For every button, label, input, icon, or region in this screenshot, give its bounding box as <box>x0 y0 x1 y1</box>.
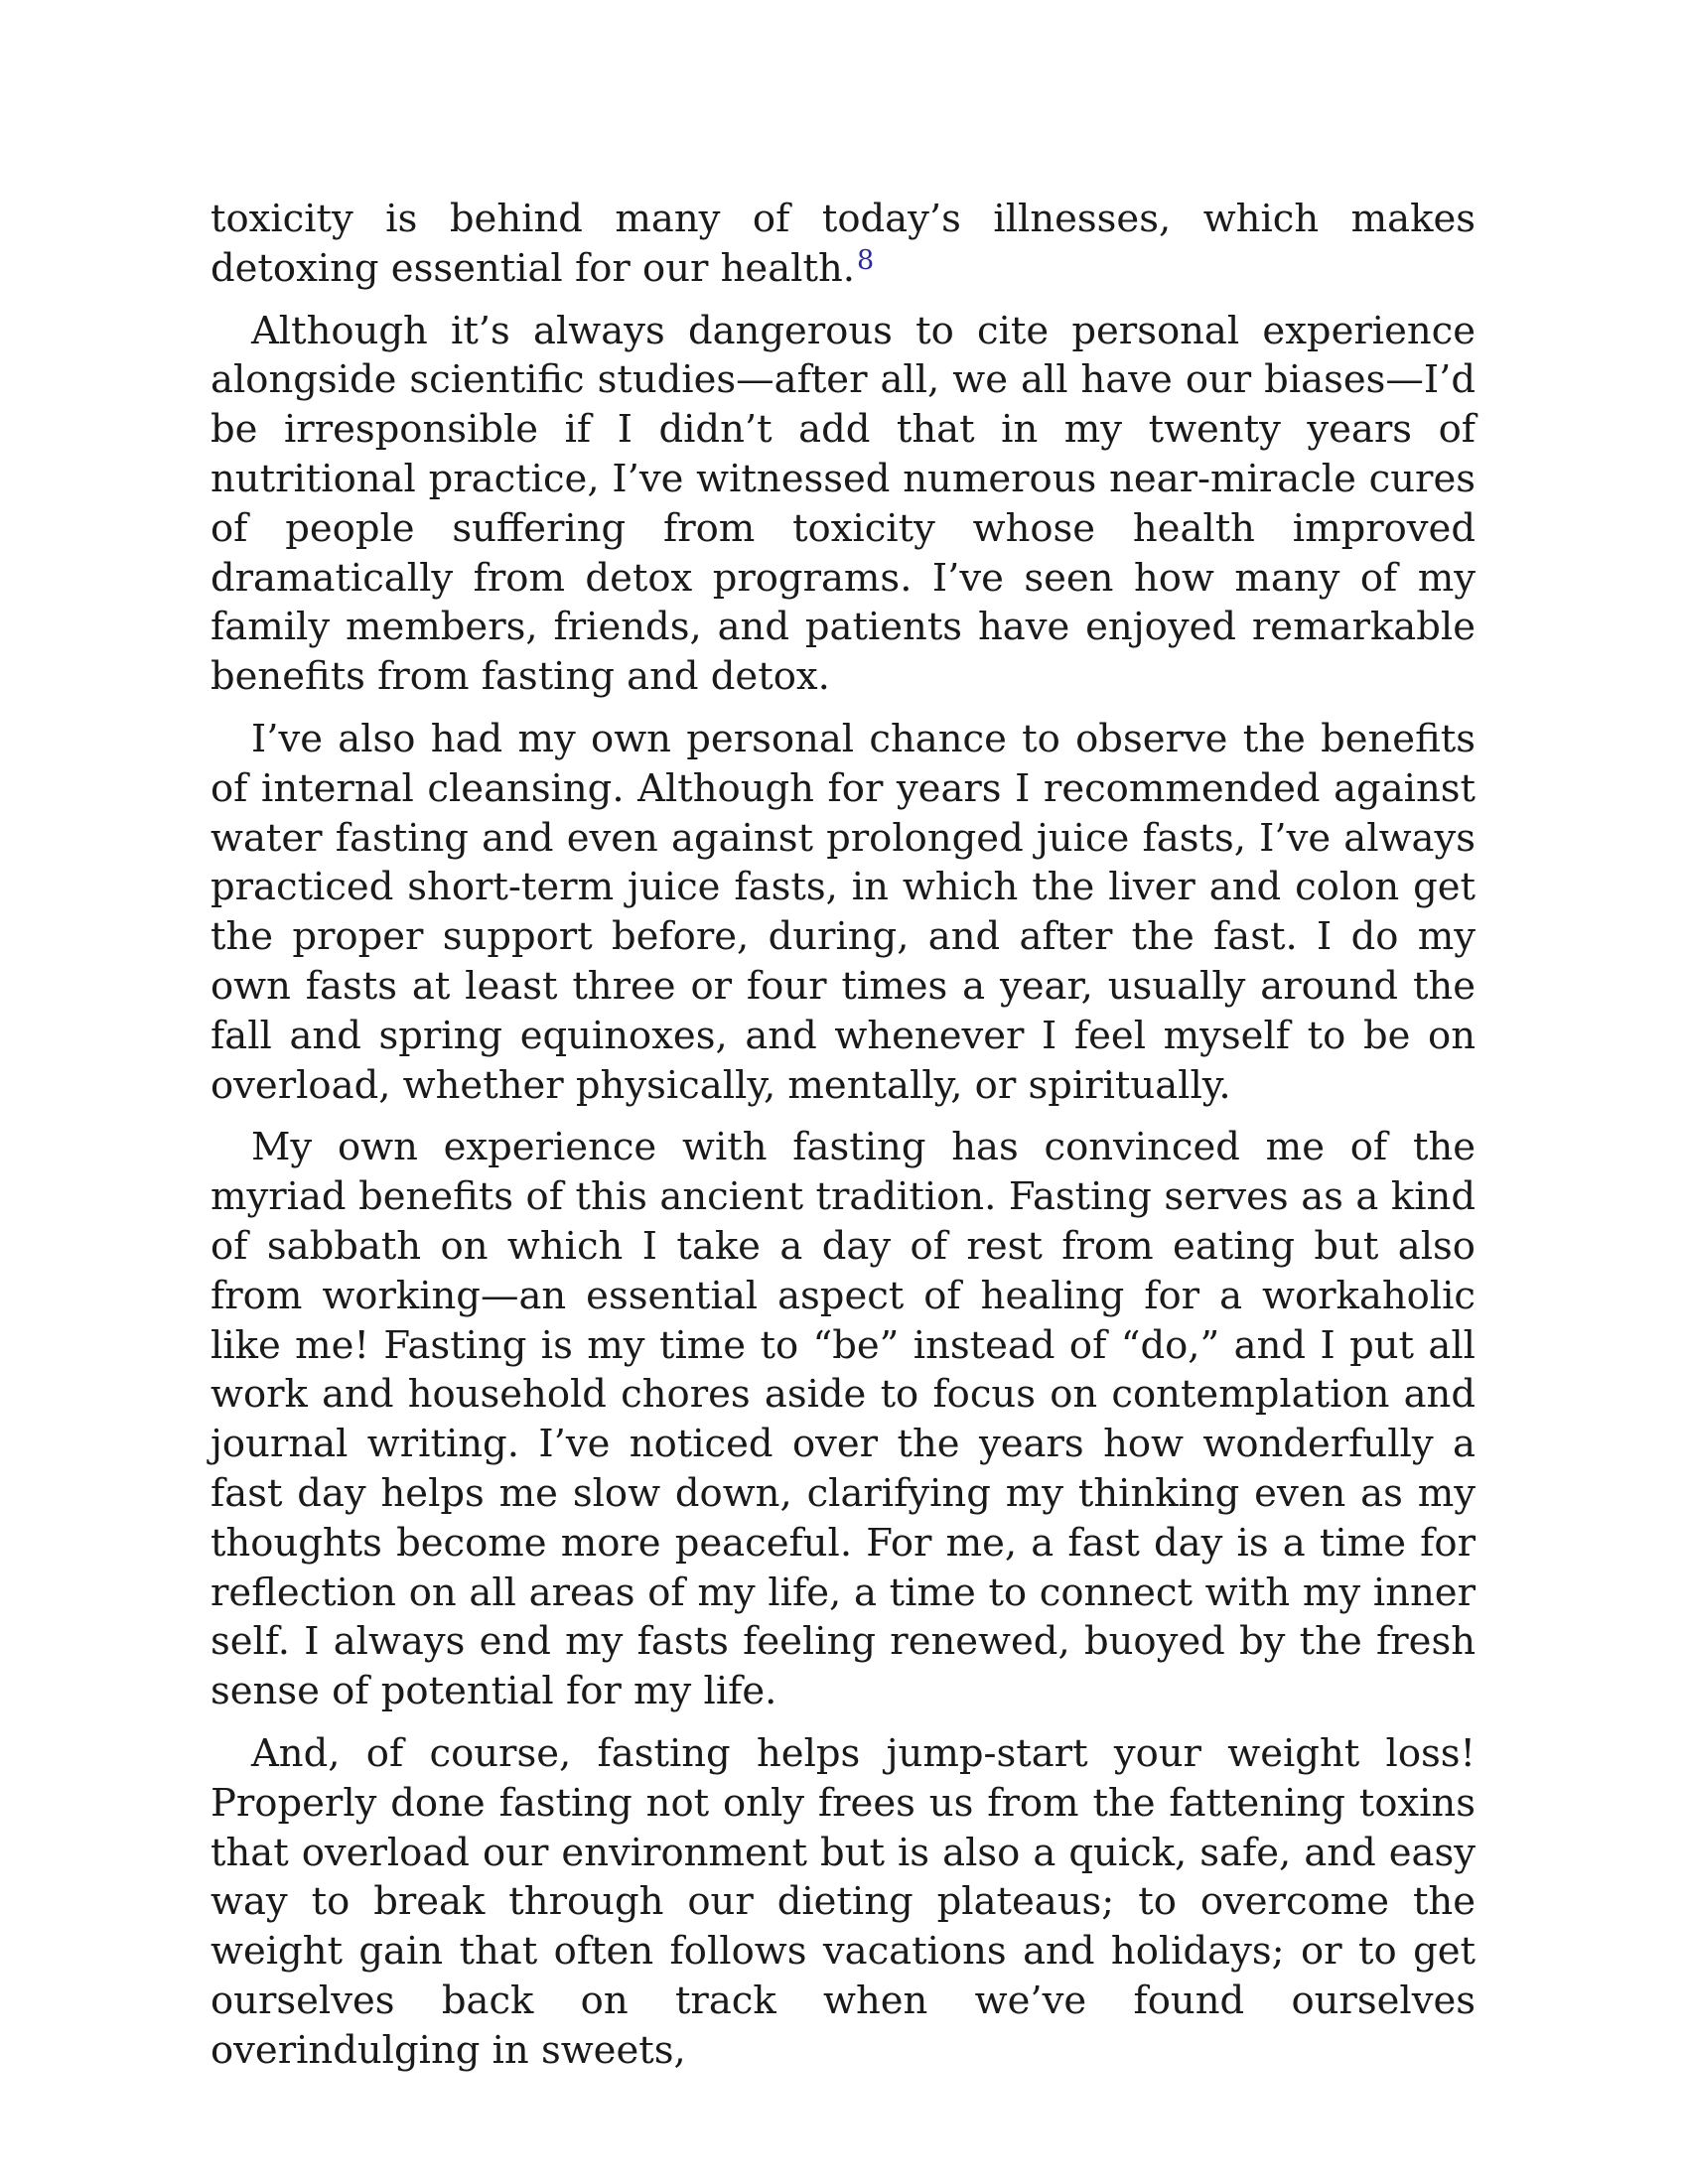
paragraph-2: Although it’s always dangerous to cite personal experience alongside scientific studies—after all, we all have our biases—I’d be irresponsible if I didn’t add that in my twenty years of nutritional practice, I’ve witnessed numerous near-miracle cures of people suffering from toxicity whose health improved dramatically from detox programs. I’ve seen how many of my family members, friends, and patients have enjoyed remarkable benefits from fasting and detox. <box>211 308 1476 700</box>
paragraph-3: I’ve also had my own personal chance to observe the benefits of internal cleansing. Although for years I recommended against water fasting and even against prolonged juice fasts, I’ve always practiced short-term juice fasts, in which the liver and colon get the proper support before, during, and after the fast. I do my own fasts at least three or four times a year, usually around the fall and spring equinoxes, and whenever I feel myself to be on overload, whether physically, mentally, or spiritually. <box>211 716 1476 1108</box>
paragraph-4: My own experience with fasting has convinced me of the myriad benefits of this ancient tradition. Fasting serves as a kind of sabbath on which I take a day of rest from eating but also from working—an essential aspect of healing for a workaholic like me! Fasting is my time to “be” instead of “do,” and I put all work and household chores aside to focus on contemplation and journal writing. I’ve noticed over the years how wonderfully a fast day helps me slow down, clarifying my thinking even as my thoughts become more peaceful. For me, a fast day is a time for reflection on all areas of my life, a time to connect with my inner self. I always end my fasts feeling renewed, buoyed by the fresh sense of potential for my life. <box>211 1125 1476 1714</box>
paragraph-1-text: toxicity is behind many of today’s illnesses, which makes detoxing essential for our health. <box>211 197 1476 291</box>
page-body <box>211 195 1476 2088</box>
footnote-reference-link[interactable]: 8 <box>857 244 875 276</box>
paragraph-1 <box>211 195 1476 294</box>
paragraph-5: And, of course, fasting helps jump-start your weight loss! Properly done fasting not only frees us from the fattening toxins that overload our environment but is also a quick, safe, and easy way to break through our dieting plateaus; to overcome the weight gain that often follows vacations and holidays; or to get ourselves back on track when we’ve found ourselves overindulging in sweets, <box>211 1730 1476 2073</box>
